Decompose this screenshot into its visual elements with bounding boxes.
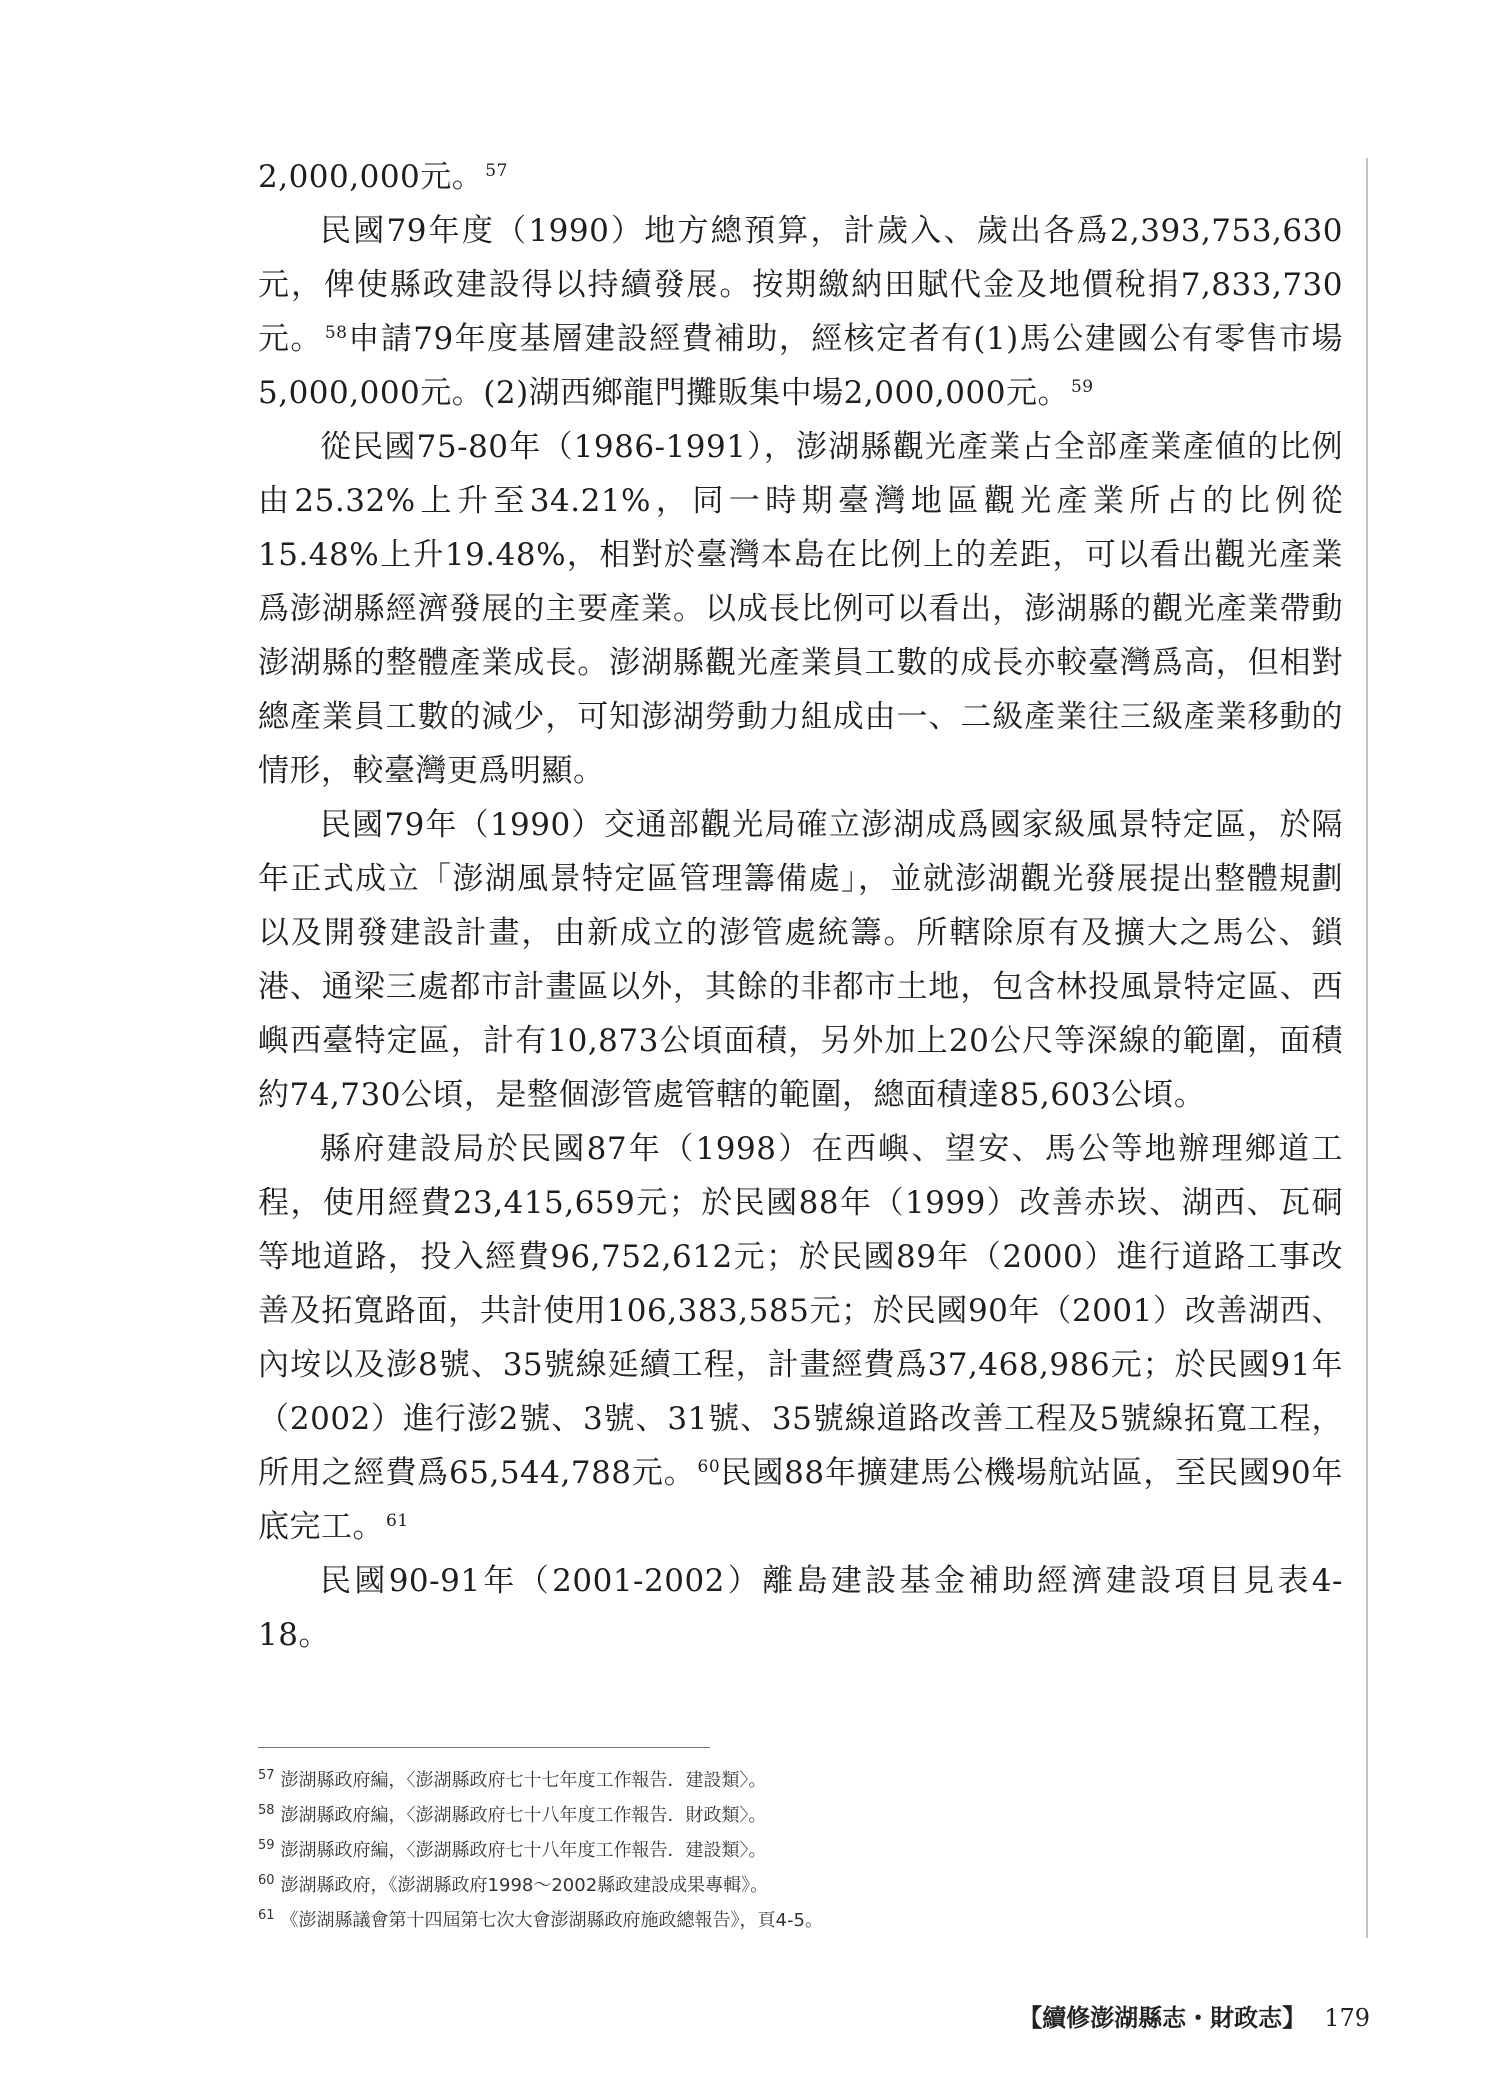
page-footer [1018,1998,1370,2033]
footnote-61: $^{61}$ 《澎湖縣議會第十四屆第七次大會澎湖縣政府施政總報告》，頁4-5。 [258,1908,823,1931]
margin-rule [1366,158,1368,1938]
footnote-ref-60[interactable]: 60 [697,1456,721,1477]
footnote-ref-57[interactable]: 57 [485,160,508,181]
footnotes [258,1763,1343,1938]
footnote-59: $^{59}$ 澎湖縣政府編，〈澎湖縣政府七十八年度工作報告．建設類〉。 [258,1838,767,1861]
footnote-58: $^{58}$ 澎湖縣政府編，〈澎湖縣政府七十八年度工作報告．財政類〉。 [258,1803,767,1826]
body-text [258,150,1343,1662]
footnote-60: $^{60}$ 澎湖縣政府，《澎湖縣政府1998～2002縣政建設成果專輯》。 [258,1873,769,1896]
paragraph-6: 民國90-91年（2001-2002）離島建設基金補助經濟建設項目見表4-18。 [258,1563,1343,1653]
paragraph-4: 民國79年（1990）交通部觀光局確立澎湖成爲國家級風景特定區，於隔年正式成立「澎湖風景特定區管理籌備處」，並就澎湖觀光發展提出整體規劃以及開發建設計畫，由新成立的澎管處統籌。所轄除原有及擴大之馬公、鎖港、通梁三處都市計畫區以外，其餘的非都市土地，包含林投風景特定區、西嶼西臺特定區，計有10,873公頃面積，另外加上20公尺等深線的範圍，面積約74,730公頃，是整個澎管處管轄的範圍，總面積達85,603公頃。 [258,807,1343,1113]
footnote-divider [258,1747,710,1748]
footnote-ref-58[interactable]: 58 [324,322,348,343]
paragraph-2: 民國79年度（1990）地方總預算，計歲入、歲出各爲2,393,753,630元，俾使縣政建設得以持續發展。按期繳納田賦代金及地價稅捐7,833,730元。 $^{58}$申請79年度基層建設經費補助，經核定者有(1)馬公建國公有零售市場5,000,000元。(2)湖西鄉龍門攤販集中場2,000,000元。 $^{59}$ [258,213,1343,411]
running-title: 【續修澎湖縣志・財政志】 [1018,2003,1307,2032]
paragraph-1: 2,000,000元。 $^{57}$ [258,159,508,195]
footnote-57: $^{57}$ 澎湖縣政府編，〈澎湖縣政府七十七年度工作報告．建設類〉。 [258,1768,767,1791]
paragraph-3: 從民國75-80年（1986-1991），澎湖縣觀光產業占全部產業產値的比例由25.32%上升至34.21%，同一時期臺灣地區觀光產業所占的比例從15.48%上升19.48%，相對於臺灣本島在比例上的差距，可以看出觀光產業爲澎湖縣經濟發展的主要產業。以成長比例可以看出，澎湖縣的觀光產業帶動澎湖縣的整體產業成長。澎湖縣觀光產業員工數的成長亦較臺灣爲高，但相對總產業員工數的減少，可知澎湖勞動力組成由一、二級產業往三級產業移動的情形，較臺灣更爲明顯。 [258,429,1343,789]
page-number: 179 [1324,2004,1370,2032]
footnote-ref-61[interactable]: 61 [386,1510,409,1531]
footnote-ref-59[interactable]: 59 [1070,376,1094,397]
paragraph-5: 縣府建設局於民國87年（1998）在西嶼、望安、馬公等地辦理鄉道工程，使用經費23,415,659元；於民國88年（1999）改善赤崁、湖西、瓦硐等地道路，投入經費96,752,612元；於民國89年（2000）進行道路工事改善及拓寬路面，共計使用106,383,585元；於民國90年（2001）改善湖西、內垵以及澎8號、35號線延續工程，計畫經費爲37,468,986元；於民國91年（2002）進行澎2號、3號、31號、35號線道路改善工程及5號線拓寬工程，所用之經費爲65,544,788元。 $^{60}$民國88年擴建馬公機場航站區，至民國90年底完工。 $^{61}$ [258,1131,1343,1545]
